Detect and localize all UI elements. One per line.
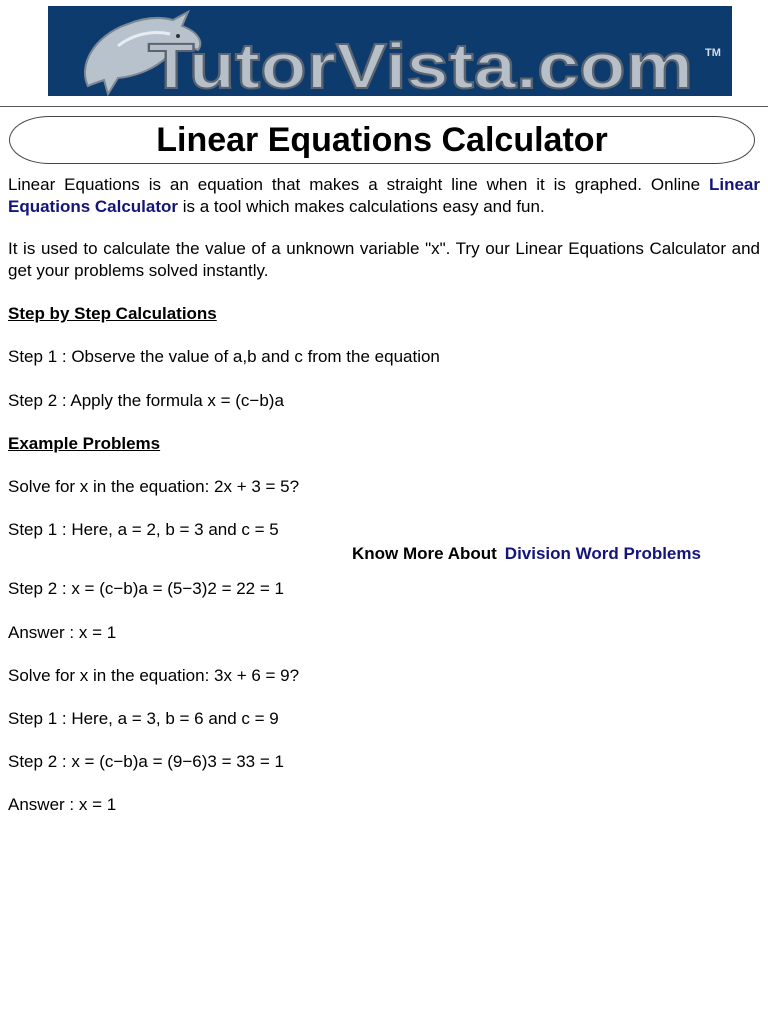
example-1-question: Solve for x in the equation: 2x + 3 = 5? [8,477,300,496]
divider [0,106,768,107]
banner-graphic [48,6,732,96]
title-box [9,116,755,164]
formula-step-2: Step 2 : Apply the formula x = (c−b)a [8,391,284,410]
example-2-step-1: Step 1 : Here, a = 3, b = 6 and c = 9 [8,709,279,728]
know-more-about [352,543,701,565]
linear-equations-calculator-link[interactable]: Linear Equations Calculator [8,175,760,216]
trademark-mark: TM [705,47,721,59]
example-2-answer: Answer : x = 1 [8,795,117,814]
example-1-step-2: Step 2 : x = (c−b)a = (5−3)2 = 22 = 1 [8,579,284,598]
tutorvista-banner[interactable] [48,6,732,96]
examples-heading: Example Problems [8,434,161,453]
logo-text: TutorVista.com [148,30,693,96]
example-1-answer: Answer : x = 1 [8,623,117,642]
example-1-step-1: Step 1 : Here, a = 2, b = 3 and c = 5 [8,520,279,539]
intro-text-1-end: is a tool which makes calculations easy and fun. [178,197,545,216]
steps-heading: Step by Step Calculations [8,304,217,323]
page-title: Linear Equations Calculator [156,121,608,159]
division-word-problems-link[interactable]: Division Word Problems [504,544,701,563]
example-2-question: Solve for x in the equation: 3x + 6 = 9? [8,666,300,685]
intro-text-1: Linear Equations is an equation that makes a straight line when it is graphed. Online [8,175,709,194]
formula-step-1: Step 1 : Observe the value of a,b and c from the equation [8,347,440,366]
example-2-step-2: Step 2 : x = (c−b)a = (9−6)3 = 33 = 1 [8,752,284,771]
intro-paragraph-2: It is used to calculate the value of a unknown variable "x". Try our Linear Equations Calculator and get your problems solved instantly. [8,239,760,280]
intro-paragraph-1 [8,174,760,218]
know-more-label: Know More About [352,544,497,563]
